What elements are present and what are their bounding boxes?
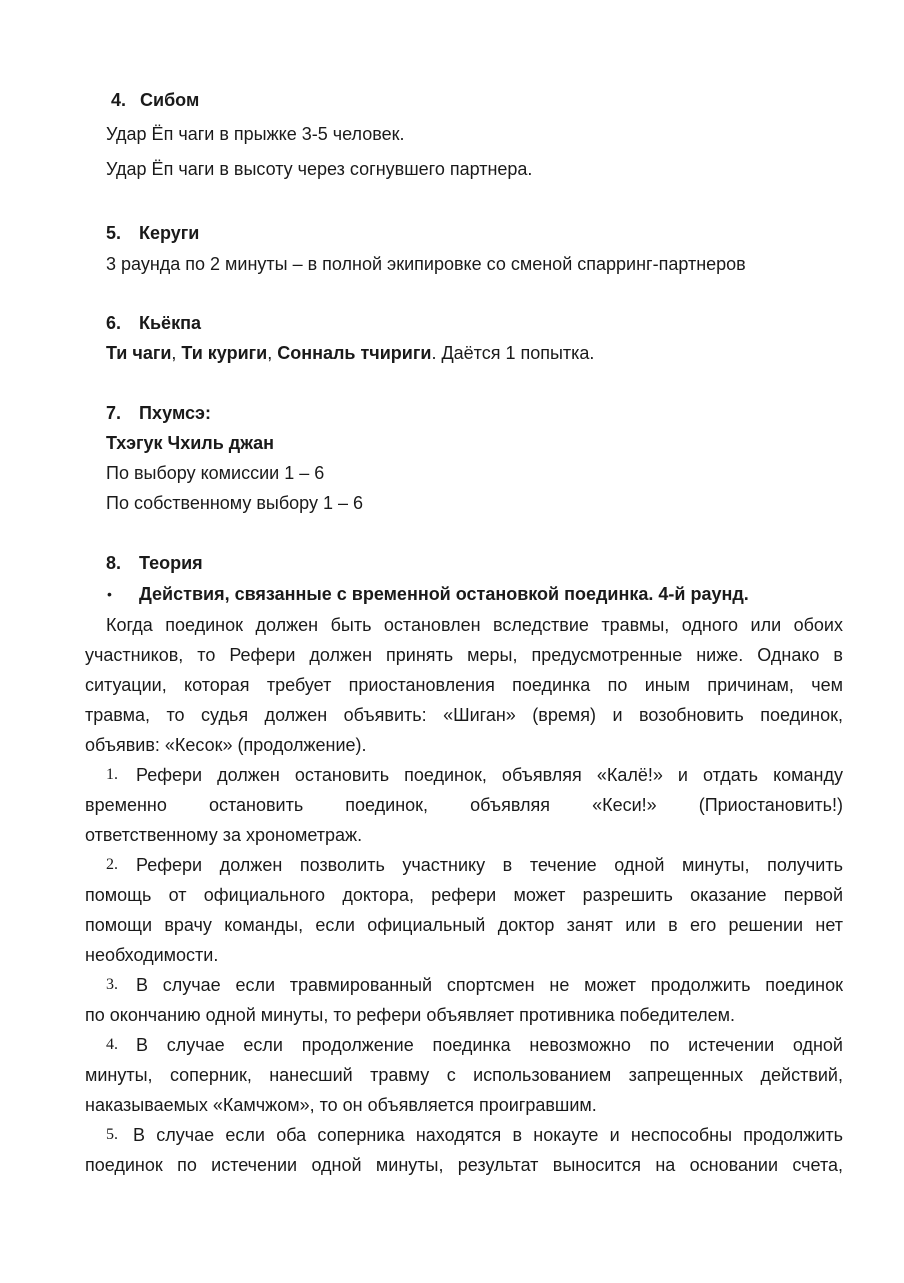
- item-2-line-4: необходимости.: [85, 945, 219, 965]
- section-7-line-2: По собственному выбору 1 – 6: [106, 493, 364, 513]
- section-7-number: 7.: [106, 403, 122, 423]
- section-4-title: Сибом: [140, 90, 200, 110]
- intro-line-2: участников, то Рефери должен принять меры, предусмотренные ниже. Однако в: [85, 645, 843, 665]
- section-4-line-2: Удар Ёп чаги в высоту через согнувшего партнера.: [106, 159, 533, 179]
- item-2-line-2: помощь от официального доктора, рефери может разрешить оказание первой: [85, 885, 843, 905]
- item-4-line-1: В случае если продолжение поединка невозможно по истечении одной: [136, 1035, 843, 1055]
- item-5-line-2: поединок по истечении одной минуты, результат выносится на основании счета,: [85, 1155, 843, 1175]
- item-4-number: 4.: [106, 1036, 118, 1053]
- section-4-line-1: Удар Ёп чаги в прыжке 3-5 человек.: [106, 124, 405, 144]
- item-1-line-1: Рефери должен остановить поединок, объявляя «Калё!» и отдать команду: [136, 765, 843, 785]
- item-2-line-1: Рефери должен позволить участнику в течение одной минуты, получить: [136, 855, 843, 875]
- item-3-number: 3.: [106, 976, 118, 993]
- section-7-title: Пхумсэ:: [139, 403, 211, 423]
- item-2-line-3: помощи врачу команды, если официальный доктор занят или в его решении нет: [85, 915, 843, 935]
- item-2-number: 2.: [106, 856, 118, 873]
- item-5-line-1: В случае если оба соперника находятся в нокауте и неспособны продолжить: [133, 1125, 843, 1145]
- term-ti-chagi: Ти чаги: [106, 343, 172, 363]
- section-8-bullet-heading: Действия, связанные с временной остановкой поединка. 4-й раунд.: [139, 584, 749, 604]
- section-4-number: 4.: [111, 90, 127, 110]
- section-7-subtitle: Тхэгук Чхиль джан: [106, 433, 275, 453]
- section-6-title: Кьёкпа: [139, 313, 201, 333]
- section-8-title: Теория: [139, 553, 203, 573]
- item-3-line-2: по окончанию одной минуты, то рефери объявляет противника победителем.: [85, 1005, 735, 1025]
- intro-line-1: Когда поединок должен быть остановлен вследствие травмы, одного или обоих: [106, 615, 843, 635]
- intro-line-3: ситуации, которая требует приостановления поединка по иным причинам, чем: [85, 675, 843, 695]
- item-3-line-1: В случае если травмированный спортсмен не может продолжить поединок: [136, 975, 843, 995]
- item-1-line-2: временно остановить поединок, объявляя «Кеси!» (Приостановить!): [85, 795, 843, 815]
- item-4-line-3: наказываемых «Камчжом», то он объявляется проигравшим.: [85, 1095, 597, 1115]
- intro-line-5: объявив: «Кесок» (продолжение).: [85, 735, 367, 755]
- item-5-number: 5.: [106, 1126, 118, 1143]
- section-5-number: 5.: [106, 223, 122, 243]
- section-7-line-1: По выбору комиссии 1 – 6: [106, 463, 325, 483]
- term-sonnal-tchirigi: Сонналь тчириги: [277, 343, 432, 363]
- intro-line-4: травма, то судья должен объявить: «Шиган» (время) и возобновить поединок,: [85, 705, 843, 725]
- section-8-number: 8.: [106, 553, 122, 573]
- section-6-line: [106, 342, 594, 364]
- separator: ,: [171, 343, 182, 363]
- item-1-line-3: ответственному за хронометраж.: [85, 825, 363, 845]
- item-1-number: 1.: [106, 766, 118, 783]
- attempt-note: . Даётся 1 попытка.: [431, 343, 595, 363]
- separator: ,: [267, 343, 278, 363]
- section-6-number: 6.: [106, 313, 122, 333]
- section-5-line-1: 3 раунда по 2 минуты – в полной экипировке со сменой спарринг-партнеров: [106, 254, 746, 274]
- bullet-icon: •: [107, 586, 112, 602]
- item-4-line-2: минуты, соперник, нанесший травму с использованием запрещенных действий,: [85, 1065, 843, 1085]
- term-ti-kurigi: Ти куриги: [181, 343, 268, 363]
- section-5-title: Керуги: [139, 223, 200, 243]
